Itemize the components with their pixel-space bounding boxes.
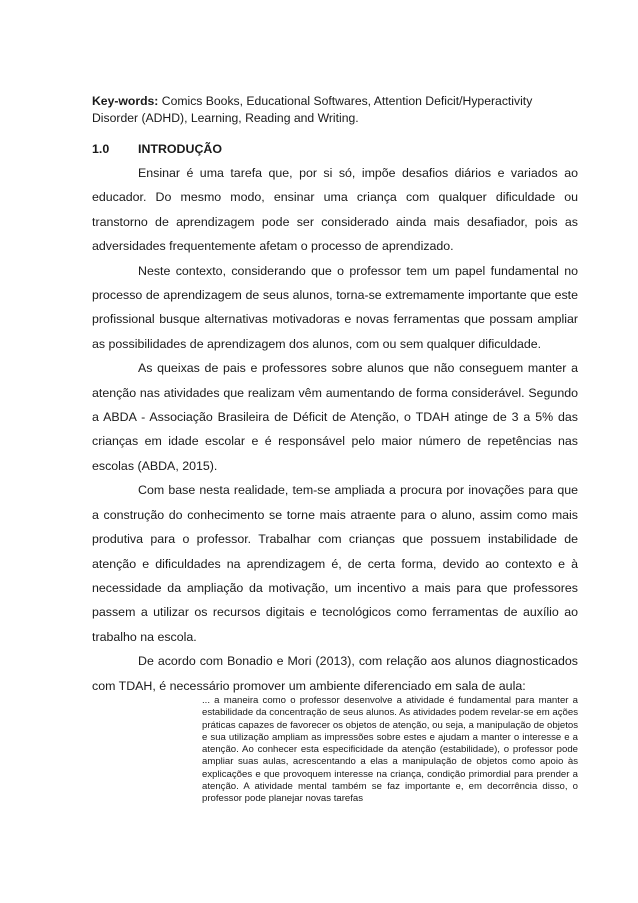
section-title: INTRODUÇÃO — [138, 142, 222, 156]
paragraph-2: Neste contexto, considerando que o professor tem um papel fundamental no processo de aprendizagem de seus alunos, torna-se extremamente importante que este profissional busque alternativas motivadoras e novas ferramentas que possam ampliar as possibilidades de aprendizagem dos alunos, com ou sem qualquer dificuldade. — [92, 263, 578, 351]
paragraph-4: Com base nesta realidade, tem-se ampliada a procura por inovações para que a construção do conhecimento se torne mais atraente para o aluno, assim como mais produtiva para o professor. Trabalhar com crianças que possuem instabilidade de atenção e dificuldades na aprendizagem é, de certa forma, devido ao contexto e à necessidade da ampliação da motivação, um incentivo a mais para que professores passem a utilizar os recursos digitais e tecnológicos como ferramentas de auxílio ao trabalho na escola. — [92, 483, 578, 644]
keywords-line — [92, 93, 562, 127]
section-number: 1.0 — [92, 142, 110, 156]
block-quote: ... a maneira como o professor desenvolve a atividade é fundamental para manter a estabilidade da concentração de seus alunos. As atividades podem revelar-se em ações práticas capazes de favorecer os objetos de atenção, ou seja, a manipulação de objetos e sua utilização ampliam as impressões sobre estes e ajudam a manter o interesse e a atenção. Ao conhecer esta especificidade da atenção (estabilidade), o professor pode ampliar suas aulas, acrescentando a elas a manipulação de objetos como apoio às explicações e que provoquem interesse na criança, condição primordial para prender a atenção. A atividade mental também se faz importante e, em decorrência disso, o professor pode planejar novas tarefas — [202, 695, 578, 805]
paragraph-1: Ensinar é uma tarefa que, por si só, impõe desafios diários e variados ao educador. Do mesmo modo, ensinar uma criança com qualquer dificuldade ou transtorno de aprendizagem pode ser considerado ainda mais desafiador, pois as adversidades frequentemente afetam o processo de aprendizado. — [92, 166, 578, 254]
paragraph-3: As queixas de pais e professores sobre alunos que não conseguem manter a atenção nas atividades que realizam vêm aumentando de forma considerável. Segundo a ABDA - Associação Brasileira de Déficit de Atenção, o TDAH atinge de 3 a 5% das crianças em idade escolar e é responsável pelo maior número de repetências nas escolas (ABDA, 2015). — [92, 361, 578, 473]
body-text — [92, 161, 578, 698]
section-heading — [92, 142, 222, 156]
keywords-label: Key-words: — [92, 94, 159, 108]
keywords-text: Comics Books, Educational Softwares, Attention Deficit/Hyperactivity Disorder (ADHD), Learning, Reading and Writing. — [92, 94, 533, 125]
paragraph-5: De acordo com Bonadio e Mori (2013), com relação aos alunos diagnosticados com TDAH, é necessário promover um ambiente diferenciado em sala de aula: — [92, 654, 578, 693]
